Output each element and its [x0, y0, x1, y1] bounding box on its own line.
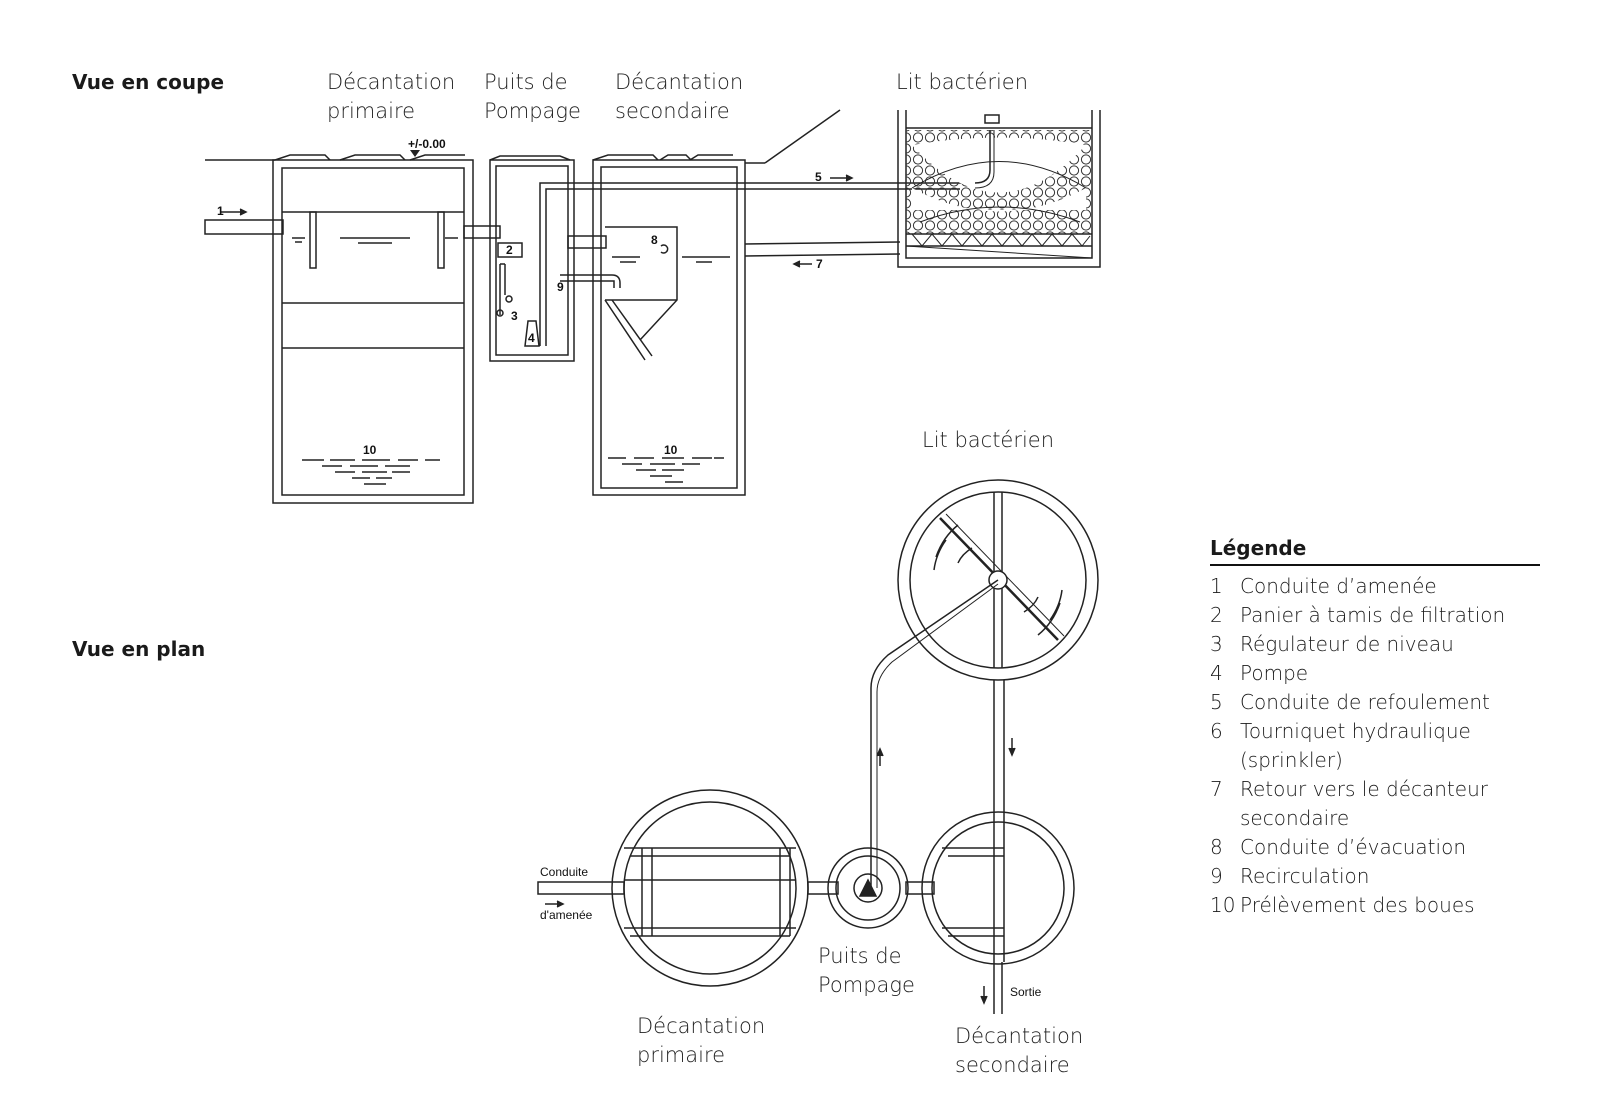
plan-view-callouts — [540, 865, 1042, 999]
legend-list — [1210, 572, 1540, 920]
legend-item-text: Tourniquet hydraulique (sprinkler) — [1240, 719, 1471, 772]
callout-10-secondary: 10 — [664, 443, 678, 457]
legend-item — [1210, 659, 1540, 688]
plan-pump-label — [818, 942, 915, 1000]
legend-item-number: 4 — [1210, 661, 1223, 685]
callout-5: 5 — [815, 170, 822, 184]
plan-view-title: Vue en plan — [72, 637, 206, 661]
callout-3: 3 — [511, 309, 518, 323]
callout-9: 9 — [557, 280, 564, 294]
legend-item — [1210, 891, 1540, 920]
legend-item — [1210, 833, 1540, 862]
legend-item-text: Retour vers le décanteur secondaire — [1240, 777, 1488, 830]
legend-item-text: Prélèvement des boues — [1240, 893, 1475, 917]
plan-secondary-label-line-1: Décantation — [955, 1024, 1084, 1048]
legend-item-text: Conduite d’évacuation — [1240, 835, 1466, 859]
legend-item-number: 5 — [1210, 690, 1223, 714]
level-mark: +/-0.00 — [408, 137, 446, 151]
plan-primary-label — [637, 1012, 765, 1070]
legend-item-number: 9 — [1210, 864, 1223, 888]
section-biofilter-label: Lit bactérien — [896, 70, 1029, 94]
section-secondary-label — [615, 68, 743, 126]
plan-primary-label-line-2: primaire — [637, 1043, 726, 1067]
section-pump-label — [484, 68, 581, 126]
legend-item-text: Recirculation — [1240, 864, 1370, 888]
legend-item — [1210, 717, 1540, 775]
plan-pump-label-line-1: Puits de — [818, 944, 902, 968]
legend-item-number: 8 — [1210, 835, 1223, 859]
biofilter-section — [898, 110, 1100, 267]
primary-tank-plan — [612, 790, 808, 986]
section-secondary-label-line-1: Décantation — [615, 70, 744, 94]
legend-item-text: Régulateur de niveau — [1240, 632, 1454, 656]
legend-item-number: 10 — [1210, 893, 1236, 917]
legend-item — [1210, 572, 1540, 601]
legend-title: Légende — [1210, 536, 1540, 566]
callout-2: 2 — [506, 243, 513, 257]
legend — [1210, 536, 1540, 920]
legend-item-number: 7 — [1210, 777, 1223, 801]
plan-primary-label-line-1: Décantation — [637, 1014, 766, 1038]
legend-item-number: 3 — [1210, 632, 1223, 656]
section-view-callouts — [217, 137, 823, 457]
legend-item — [1210, 688, 1540, 717]
legend-item — [1210, 775, 1540, 833]
legend-item — [1210, 601, 1540, 630]
callout-7: 7 — [816, 257, 823, 271]
legend-item-text: Conduite d’amenée — [1240, 574, 1437, 598]
callout-4: 4 — [528, 331, 535, 345]
legend-item — [1210, 862, 1540, 891]
legend-item-number: 1 — [1210, 574, 1223, 598]
section-pump-label-line-1: Puits de — [484, 70, 568, 94]
section-view-title: Vue en coupe — [72, 70, 225, 94]
plan-secondary-label-line-2: secondaire — [955, 1053, 1070, 1077]
callout-10-primary: 10 — [363, 443, 377, 457]
plan-view-drawing — [538, 480, 1098, 1014]
section-pump-label-line-2: Pompage — [484, 99, 581, 123]
section-primary-label-line-2: primaire — [327, 99, 416, 123]
outlet-label: Sortie — [1010, 985, 1042, 999]
section-secondary-label-line-2: secondaire — [615, 99, 730, 123]
pump-well-plan — [828, 848, 908, 928]
callout-1: 1 — [217, 204, 224, 218]
secondary-tank-plan — [922, 812, 1074, 964]
legend-item — [1210, 630, 1540, 659]
callout-8: 8 — [651, 233, 658, 247]
plan-secondary-label — [955, 1022, 1083, 1080]
legend-item-number: 2 — [1210, 603, 1223, 627]
inlet-label-line-2: d'amenée — [540, 908, 593, 922]
section-primary-label-line-1: Décantation — [327, 70, 456, 94]
secondary-tank-section — [560, 155, 745, 495]
legend-item-number: 6 — [1210, 719, 1223, 743]
legend-item-text: Pompe — [1240, 661, 1309, 685]
inlet-label-line-1: Conduite — [540, 865, 589, 879]
legend-item-text: Panier à tamis de filtration — [1240, 603, 1506, 627]
section-primary-label — [327, 68, 455, 126]
legend-item-text: Conduite de refoulement — [1240, 690, 1490, 714]
plan-biofilter-label: Lit bactérien — [922, 428, 1055, 452]
plan-pump-label-line-2: Pompage — [818, 973, 915, 997]
